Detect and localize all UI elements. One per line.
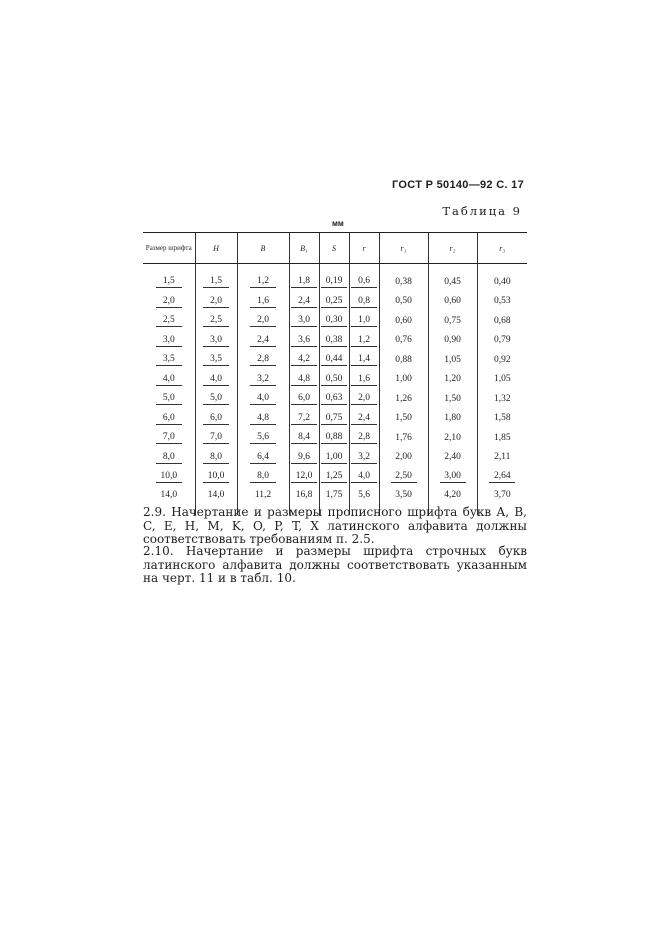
table-cell [195, 264, 237, 290]
table-cell [237, 290, 289, 310]
cell-value: 4,0 [203, 369, 229, 386]
cell-value: 1,5 [203, 271, 229, 288]
table-cell [379, 407, 428, 427]
table-cell [195, 465, 237, 485]
cell-value: 4,8 [291, 369, 317, 386]
cell-value: 3,5 [156, 349, 182, 366]
cell-value: 12,0 [291, 466, 317, 483]
cell-value: 8,4 [291, 427, 317, 444]
table-row [143, 368, 527, 388]
table-cell [477, 348, 527, 368]
table-cell [428, 446, 477, 466]
cell-value: 1,4 [351, 349, 377, 366]
cell-value: 0,6 [351, 271, 377, 288]
cell-value: 0,50 [321, 369, 347, 386]
table-cell [428, 407, 477, 427]
table-cell [237, 329, 289, 349]
cell-value: 1,50 [444, 393, 461, 404]
table-cell [379, 290, 428, 310]
table-cell [428, 309, 477, 329]
table-cell [319, 387, 349, 407]
table-cell [289, 426, 319, 446]
table-cell [349, 309, 379, 329]
table-cell [319, 264, 349, 290]
cell-value: 2,5 [203, 310, 229, 327]
table-cell [349, 426, 379, 446]
table-cell [477, 368, 527, 388]
table-cell [237, 387, 289, 407]
cell-value: 1,20 [444, 374, 461, 385]
table-cell [477, 465, 527, 485]
cell-value: 0,79 [493, 335, 511, 346]
cell-value: 4,0 [351, 466, 377, 483]
table-row [143, 387, 527, 407]
table-cell [428, 329, 477, 349]
table-cell [379, 368, 428, 388]
cell-value: 11,2 [254, 489, 272, 500]
table-cell [349, 446, 379, 466]
cell-value: 1,80 [444, 413, 461, 424]
table-cell [319, 465, 349, 485]
cell-value: 3,6 [291, 330, 317, 347]
table-cell [319, 407, 349, 427]
table-cell [319, 348, 349, 368]
cell-value: 1,5 [156, 271, 182, 288]
column-header: Размер шрифта [143, 233, 195, 264]
cell-value: 2,0 [250, 310, 276, 327]
column-header: r₂ [428, 233, 477, 264]
cell-value: 2,40 [444, 452, 461, 463]
cell-value: 0,44 [321, 349, 347, 366]
table-cell [237, 368, 289, 388]
cell-value: 7,2 [291, 408, 317, 425]
table-row [143, 426, 527, 446]
cell-value: 2,0 [156, 291, 182, 308]
cell-value: 1,0 [351, 310, 377, 327]
table-row [143, 309, 527, 329]
table-cell [143, 368, 195, 388]
table-cell [477, 329, 527, 349]
cell-value: 14,0 [160, 489, 178, 500]
cell-value: 2,4 [351, 408, 377, 425]
cell-value: 4,20 [444, 489, 461, 500]
table-cell [289, 407, 319, 427]
cell-value: 16,8 [295, 489, 313, 500]
cell-value: 0,45 [444, 276, 461, 287]
units-label: мм [332, 219, 344, 228]
table-cell [379, 309, 428, 329]
cell-value: 8,0 [203, 447, 229, 464]
cell-value: 3,5 [203, 349, 229, 366]
table-cell [428, 465, 477, 485]
table-cell [289, 368, 319, 388]
cell-value: 4,2 [291, 349, 317, 366]
cell-value: 6,4 [250, 447, 276, 464]
paragraph-2-10: 2.10. Начертание и размеры шрифта строчных букв латинского алфавита должны соответствовать указанным на черт. 11 и в табл. 10. [143, 544, 527, 585]
cell-value: 6,0 [203, 408, 229, 425]
cell-value: 14,0 [207, 489, 225, 500]
cell-value: 1,76 [395, 432, 412, 443]
table-cell [428, 387, 477, 407]
table-cell [349, 348, 379, 368]
table-cell [143, 446, 195, 466]
cell-value: 0,60 [395, 315, 412, 326]
cell-value: 5,0 [156, 388, 182, 405]
cell-value: 2,5 [156, 310, 182, 327]
table-cell [349, 387, 379, 407]
table-cell [379, 329, 428, 349]
table-cell [289, 465, 319, 485]
cell-value: 5,6 [358, 489, 370, 500]
cell-value: 0,38 [321, 330, 347, 347]
table-cell [379, 465, 428, 485]
column-header: r [349, 233, 379, 264]
table-cell [428, 290, 477, 310]
cell-value: 2,64 [489, 466, 515, 483]
cell-value: 3,2 [351, 447, 377, 464]
cell-value: 10,0 [203, 466, 229, 483]
cell-value: 1,26 [395, 393, 412, 404]
cell-value: 1,6 [250, 291, 276, 308]
cell-value: 6,0 [291, 388, 317, 405]
cell-value: 1,05 [444, 354, 461, 365]
table-cell [237, 465, 289, 485]
table-cell [349, 264, 379, 290]
cell-value: 1,58 [493, 413, 511, 424]
cell-value: 0,92 [493, 354, 511, 365]
cell-value: 0,53 [493, 296, 511, 307]
table-cell [319, 426, 349, 446]
cell-value: 10,0 [156, 466, 182, 483]
cell-value: 6,0 [156, 408, 182, 425]
table-cell [349, 407, 379, 427]
table-cell [477, 290, 527, 310]
cell-value: 0,88 [321, 427, 347, 444]
table-cell [428, 426, 477, 446]
cell-value: 0,40 [493, 276, 511, 287]
table-cell [477, 387, 527, 407]
table-cell [349, 329, 379, 349]
table-cell [428, 348, 477, 368]
cell-value: 4,0 [250, 388, 276, 405]
table-cell [195, 348, 237, 368]
cell-value: 4,8 [250, 408, 276, 425]
table-cell [143, 264, 195, 290]
table-cell [143, 426, 195, 446]
table-cell [379, 446, 428, 466]
cell-value: 2,50 [391, 466, 417, 483]
column-header: r₁ [379, 233, 428, 264]
cell-value: 1,50 [395, 413, 412, 424]
cell-value: 0,30 [321, 310, 347, 327]
table-cell [289, 446, 319, 466]
table-cell [143, 387, 195, 407]
table-cell [195, 368, 237, 388]
table-cell [289, 348, 319, 368]
table-cell [319, 368, 349, 388]
table-row [143, 290, 527, 310]
cell-value: 3,50 [395, 489, 412, 500]
table-cell [289, 264, 319, 290]
table-cell [477, 309, 527, 329]
table-cell [143, 290, 195, 310]
table-cell [237, 407, 289, 427]
table-cell [319, 290, 349, 310]
cell-value: 2,10 [444, 432, 461, 443]
cell-value: 5,0 [203, 388, 229, 405]
cell-value: 1,8 [291, 271, 317, 288]
cell-value: 0,88 [395, 354, 412, 365]
column-header: S [319, 233, 349, 264]
cell-value: 2,00 [395, 452, 412, 463]
cell-value: 1,05 [493, 374, 511, 385]
cell-value: 1,00 [395, 374, 412, 385]
table-cell [428, 264, 477, 290]
cell-value: 2,8 [351, 427, 377, 444]
cell-value: 0,68 [493, 315, 511, 326]
cell-value: 3,0 [156, 330, 182, 347]
column-header: B [237, 233, 289, 264]
cell-value: 0,63 [321, 388, 347, 405]
table-cell [477, 264, 527, 290]
cell-value: 1,32 [493, 393, 511, 404]
cell-value: 4,0 [156, 369, 182, 386]
table-cell [379, 387, 428, 407]
column-header: B₁ [289, 233, 319, 264]
cell-value: 2,4 [250, 330, 276, 347]
cell-value: 2,8 [250, 349, 276, 366]
table-cell [237, 309, 289, 329]
table-cell [143, 329, 195, 349]
cell-value: 8,0 [156, 447, 182, 464]
table-cell [379, 348, 428, 368]
table-cell [195, 446, 237, 466]
table-cell [428, 368, 477, 388]
cell-value: 1,25 [321, 466, 347, 483]
cell-value: 1,00 [321, 447, 347, 464]
table-cell [349, 465, 379, 485]
table-cell [195, 309, 237, 329]
cell-value: 0,19 [321, 271, 347, 288]
cell-value: 0,25 [321, 291, 347, 308]
cell-value: 3,2 [250, 369, 276, 386]
cell-value: 0,50 [395, 296, 412, 307]
table-row [143, 264, 527, 290]
column-header: r₃ [477, 233, 527, 264]
table-header-row [143, 233, 527, 264]
cell-value: 1,6 [351, 369, 377, 386]
cell-value: 0,75 [444, 315, 461, 326]
table-cell [349, 290, 379, 310]
table-cell [289, 387, 319, 407]
table-cell [477, 446, 527, 466]
cell-value: 3,0 [291, 310, 317, 327]
table-cell [379, 426, 428, 446]
table-cell [143, 309, 195, 329]
table-cell [195, 329, 237, 349]
table-cell [289, 329, 319, 349]
cell-value: 9,6 [291, 447, 317, 464]
table-row [143, 407, 527, 427]
cell-value: 0,8 [351, 291, 377, 308]
table-cell [319, 446, 349, 466]
table-row [143, 446, 527, 466]
page-header: ГОСТ Р 50140—92 С. 17 [392, 179, 524, 191]
cell-value: 0,75 [321, 408, 347, 425]
table-cell [195, 290, 237, 310]
cell-value: 0,38 [395, 276, 412, 287]
table-cell [195, 387, 237, 407]
cell-value: 3,0 [203, 330, 229, 347]
cell-value: 2,11 [494, 452, 511, 463]
table-row [143, 465, 527, 485]
table-row [143, 348, 527, 368]
font-size-table [143, 232, 527, 515]
table-cell [237, 348, 289, 368]
table-cell [319, 309, 349, 329]
cell-value: 8,0 [250, 466, 276, 483]
table-cell [379, 264, 428, 290]
paragraph-2-9: 2.9. Начертание и размеры прописного шрифта букв A, B, C, E, H, M, K, O, P, T, X латинского алфавита должны соответствовать требованиям п. 2.5. [143, 505, 527, 546]
column-header: H [195, 233, 237, 264]
cell-value: 1,2 [250, 271, 276, 288]
cell-value: 2,0 [351, 388, 377, 405]
table-cell [143, 407, 195, 427]
table-cell [143, 465, 195, 485]
cell-value: 3,70 [493, 489, 511, 500]
cell-value: 1,75 [325, 489, 343, 500]
table-cell [477, 426, 527, 446]
table-cell [349, 368, 379, 388]
cell-value: 7,0 [156, 427, 182, 444]
cell-value: 0,60 [444, 296, 461, 307]
table-cell [319, 329, 349, 349]
table-cell [237, 446, 289, 466]
cell-value: 0,76 [395, 335, 412, 346]
table-cell [195, 407, 237, 427]
cell-value: 1,2 [351, 330, 377, 347]
cell-value: 1,85 [493, 432, 511, 443]
table-cell [477, 407, 527, 427]
table-label: Таблица 9 [442, 204, 522, 218]
cell-value: 0,90 [444, 335, 461, 346]
table-cell [289, 290, 319, 310]
table-cell [289, 309, 319, 329]
cell-value: 5,6 [250, 427, 276, 444]
table-cell [143, 348, 195, 368]
cell-value: 2,0 [203, 291, 229, 308]
cell-value: 7,0 [203, 427, 229, 444]
table-cell [195, 426, 237, 446]
table-row [143, 329, 527, 349]
table-cell [237, 426, 289, 446]
cell-value: 2,4 [291, 291, 317, 308]
cell-value: 3,00 [440, 466, 466, 483]
table-cell [237, 264, 289, 290]
